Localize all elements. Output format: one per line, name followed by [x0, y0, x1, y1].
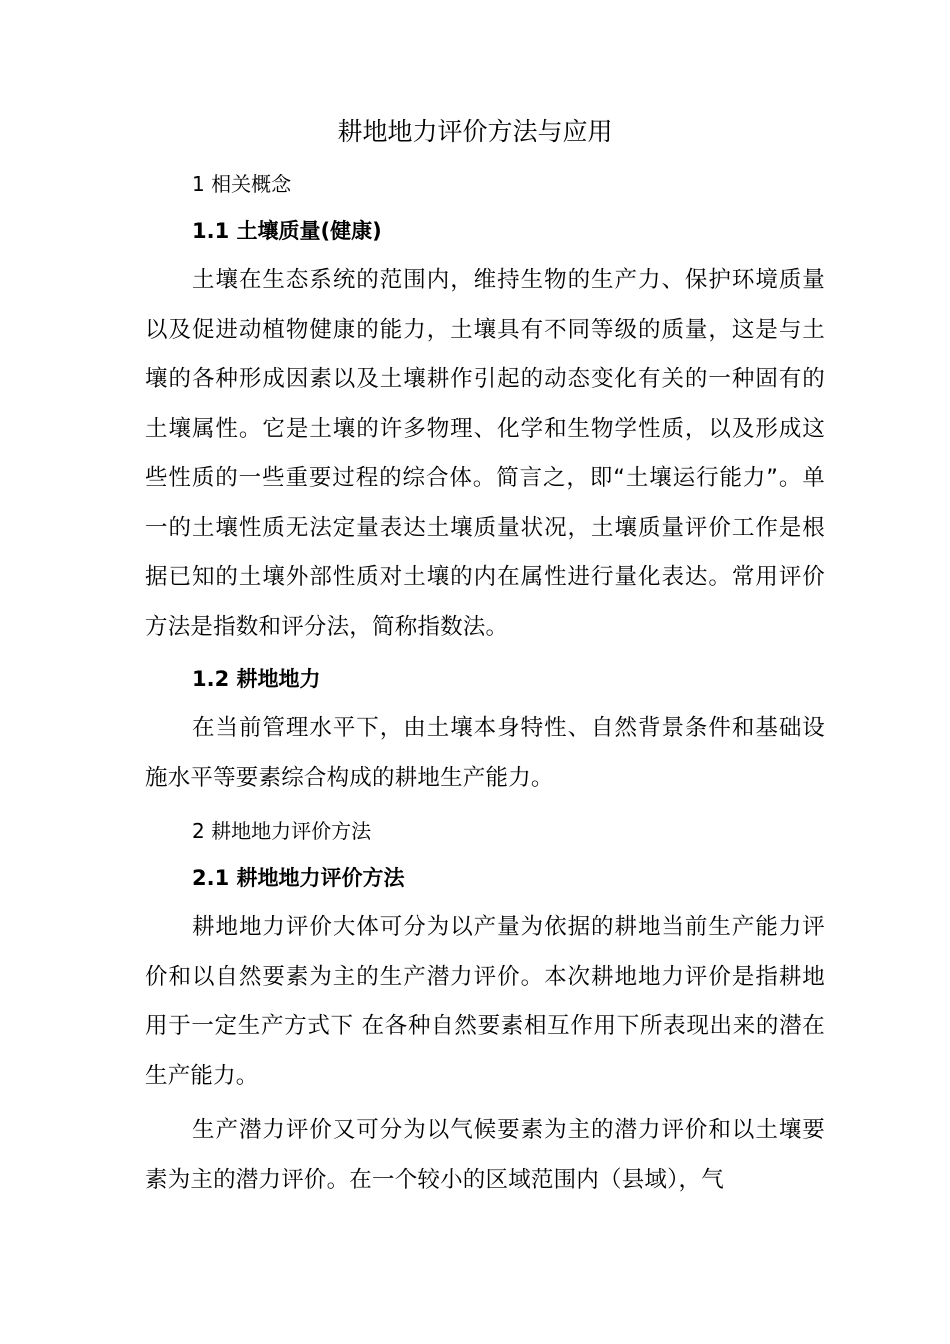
section-1-1-heading: 1.1 土壤质量(健康): [192, 219, 382, 243]
section-2-1-heading: 2.1 耕地地力评价方法: [192, 866, 405, 890]
document-title: 耕地地力评价方法与应用: [337, 117, 613, 146]
section-2-1-paragraph-2: 生产潜力评价又可分为以气候要素为主的潜力评价和以土壤要素为主的潜力评价。在一个较小的区域范围内（县域），气: [145, 1117, 825, 1193]
section-2-1-paragraph-1: 耕地地力评价大体可分为以产量为依据的耕地当前生产能力评价和以自然要素为主的生产潜力评价。本次耕地地力评价是指耕地用于一定生产方式下 在各种自然要素相互作用下所表现出来的潜在生产能力。: [145, 914, 825, 1089]
section-1-2-paragraph: 在当前管理水平下，由土壤本身特性、自然背景条件和基础设施水平等要素综合构成的耕地生产能力。: [145, 715, 825, 791]
section-1-2-heading: 1.2 耕地地力: [192, 667, 321, 691]
section-1-heading: 1 相关概念: [192, 172, 292, 196]
section-2-heading: 2 耕地地力评价方法: [192, 819, 372, 843]
section-1-1-paragraph: 土壤在生态系统的范围内，维持生物的生产力、保护环境质量以及促进动植物健康的能力，土壤具有不同等级的质量，这是与土壤的各种形成因素以及土壤耕作引起的动态变化有关的一种固有的土壤属性。它是土壤的许多物理、化学和生物学性质，以及形成这些性质的一些重要过程的综合体。简言之，即“土壤运行能力”。单一的土壤性质无法定量表达土壤质量状况，土壤质量评价工作是根据已知的土壤外部性质对土壤的内在属性进行量化表达。常用评价方法是指数和评分法，简称指数法。: [145, 267, 825, 640]
